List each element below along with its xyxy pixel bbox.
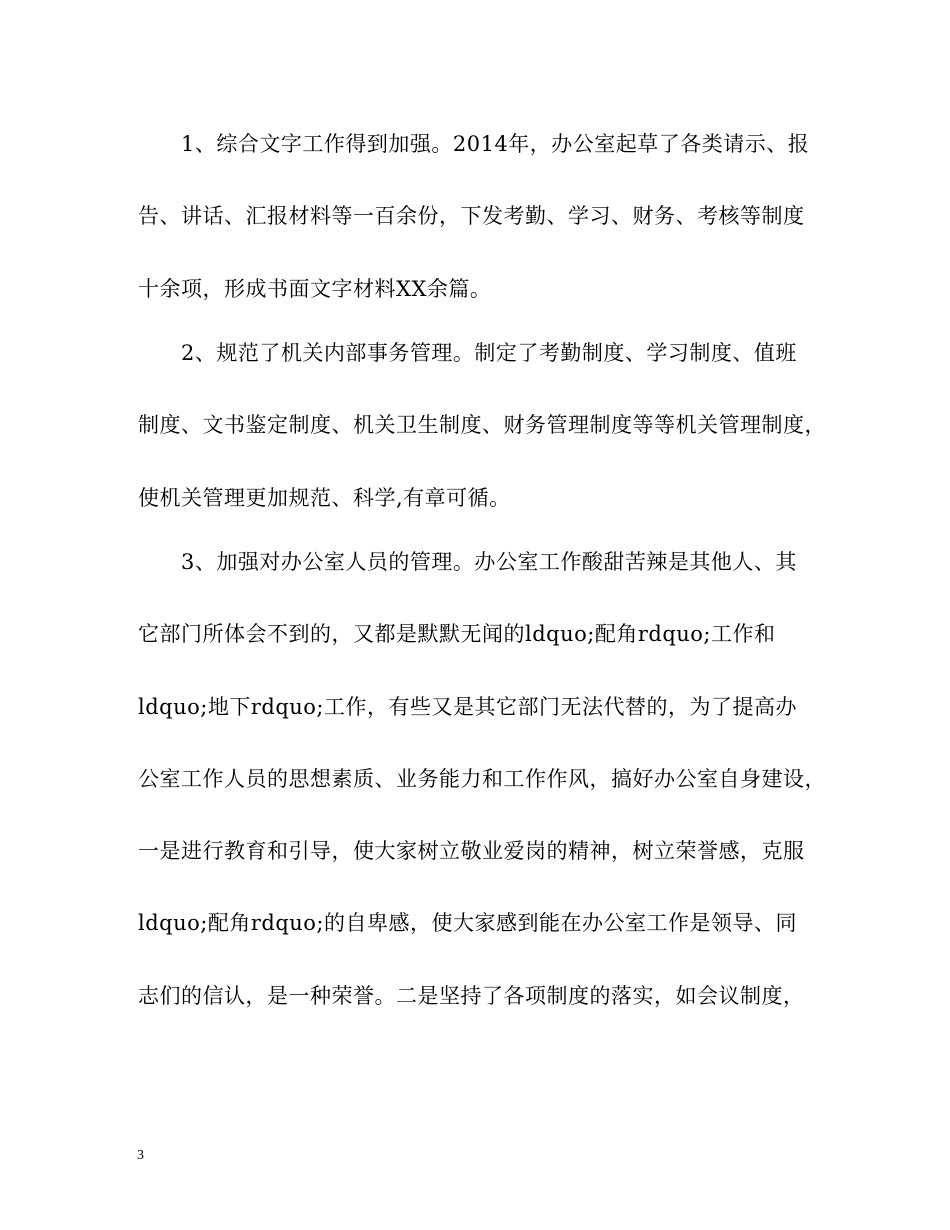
text-line: 十余项，形成书面文字材料XX余篇。 <box>138 277 492 301</box>
text-line: 告、讲话、汇报材料等一百余份，下发考勤、学习、财务、考核等制度 <box>138 204 805 228</box>
text-line: 2、规范了机关内部事务管理。制定了考勤制度、学习制度、值班 <box>138 341 797 365</box>
text-line: 3、加强对办公室人员的管理。办公室工作酸甜苦辣是其他人、其 <box>138 550 797 574</box>
text-line: 使机关管理更加规范、科学,有章可循。 <box>138 486 511 510</box>
page-number: 3 <box>137 1148 144 1163</box>
text-line: ldquo;地下rdquo;工作，有些又是其它部门无法代替的，为了提高办 <box>138 695 798 719</box>
text-line: 公室工作人员的思想素质、业务能力和工作作风，搞好办公室自身建设， <box>138 767 826 791</box>
text-line: 1、综合文字工作得到加强。2014年，办公室起草了各类请示、报 <box>138 132 810 156</box>
text-line: ldquo;配角rdquo;的自卑感，使大家感到能在办公室工作是领导、同 <box>138 911 798 935</box>
text-line: 一是进行教育和引导，使大家树立敬业爱岗的精神，树立荣誉感，克服 <box>138 839 805 863</box>
text-line: 志们的信认，是一种荣誉。二是坚持了各项制度的落实，如会议制度， <box>138 984 805 1008</box>
text-line: 它部门所体会不到的，又都是默默无闻的ldquo;配角rdquo;工作和 <box>138 622 776 646</box>
text-line: 制度、文书鉴定制度、机关卫生制度、财务管理制度等等机关管理制度， <box>138 413 826 437</box>
